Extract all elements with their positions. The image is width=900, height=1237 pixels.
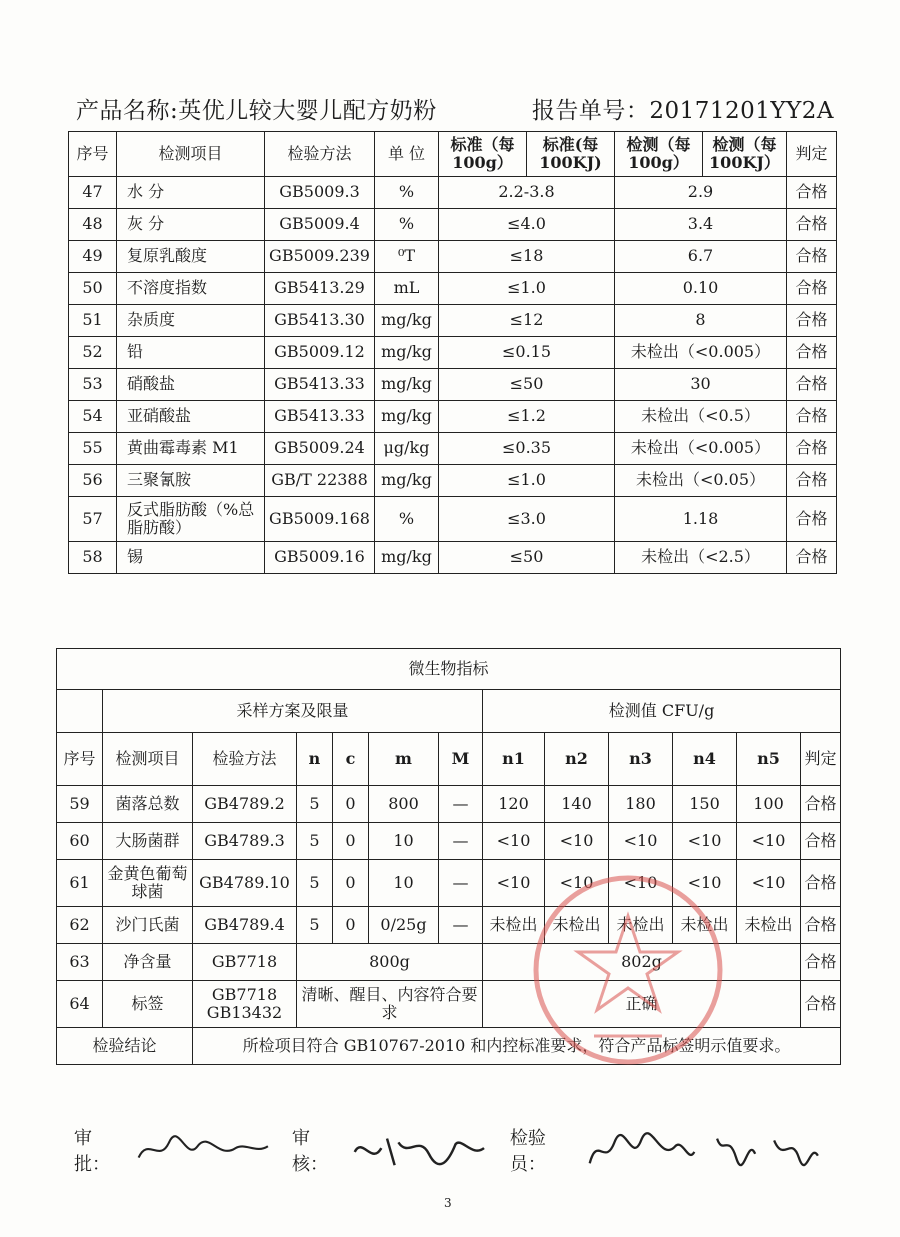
cell-unit: mg/kg xyxy=(375,369,439,401)
cell-item: 菌落总数 xyxy=(103,786,193,823)
table-row xyxy=(69,433,837,465)
micro-title: 微生物指标 xyxy=(57,649,841,690)
cell-method: GB/T 22388 xyxy=(265,465,375,497)
cell-result: 未检出（<0.005） xyxy=(615,337,787,369)
group-blank xyxy=(57,690,103,733)
table-row xyxy=(57,786,841,823)
cell-verdict: 合格 xyxy=(787,465,837,497)
cell-item: 反式脂肪酸（%总脂肪酸） xyxy=(117,497,265,542)
cell-m: 800 xyxy=(369,786,439,823)
micro-header-m: m xyxy=(369,733,439,786)
cell-n2: 140 xyxy=(545,786,609,823)
approver-signature xyxy=(131,1128,274,1172)
cell-std: 清晰、醒目、内容符合要求 xyxy=(297,981,483,1028)
cell-item: 大肠菌群 xyxy=(103,823,193,860)
cell-method: GB5009.12 xyxy=(265,337,375,369)
signature-row xyxy=(74,1124,840,1176)
cell-verdict: 合格 xyxy=(801,981,841,1028)
header-std-100kj: 标准(每100KJ) xyxy=(527,132,615,177)
conclusion-text: 所检项目符合 GB10767-2010 和内控标准要求，符合产品标签明示值要求。 xyxy=(193,1028,841,1065)
cell-n1: 120 xyxy=(483,786,545,823)
cell-std: 800g xyxy=(297,944,483,981)
cell-n4: 未检出 xyxy=(673,907,737,944)
cell-n3: 未检出 xyxy=(609,907,673,944)
cell-verdict: 合格 xyxy=(801,823,841,860)
cell-no: 52 xyxy=(69,337,117,369)
physicochemical-table xyxy=(68,131,837,574)
cell-unit: mg/kg xyxy=(375,465,439,497)
table-row xyxy=(69,273,837,305)
cell-no: 62 xyxy=(57,907,103,944)
report-number-line xyxy=(532,92,834,125)
cell-n1: <10 xyxy=(483,860,545,907)
cell-item: 净含量 xyxy=(103,944,193,981)
report-header xyxy=(76,92,834,125)
cell-result: 0.10 xyxy=(615,273,787,305)
cell-no: 63 xyxy=(57,944,103,981)
cell-no: 56 xyxy=(69,465,117,497)
table-row xyxy=(69,369,837,401)
micro-header-n5: n5 xyxy=(737,733,801,786)
cell-verdict: 合格 xyxy=(787,241,837,273)
cell-n3: 180 xyxy=(609,786,673,823)
report-label: 报告单号： xyxy=(531,98,650,124)
cell-no: 48 xyxy=(69,209,117,241)
cell-method: GB5009.24 xyxy=(265,433,375,465)
cell-method: GB5413.33 xyxy=(265,369,375,401)
detected-values-header: 检测值 CFU/g xyxy=(483,690,841,733)
micro-header-n: n xyxy=(297,733,333,786)
cell-n2: 未检出 xyxy=(545,907,609,944)
cell-no: 57 xyxy=(69,497,117,542)
cell-no: 58 xyxy=(69,542,117,574)
cell-M: — xyxy=(439,907,483,944)
cell-item: 亚硝酸盐 xyxy=(117,401,265,433)
cell-n: 5 xyxy=(297,907,333,944)
cell-verdict: 合格 xyxy=(787,542,837,574)
header-det-100kj: 检测（每100KJ） xyxy=(703,132,787,177)
cell-item: 灰 分 xyxy=(117,209,265,241)
cell-no: 53 xyxy=(69,369,117,401)
micro-header-n2: n2 xyxy=(545,733,609,786)
micro-header-M: M xyxy=(439,733,483,786)
cell-verdict: 合格 xyxy=(801,907,841,944)
cell-method: GB5009.168 xyxy=(265,497,375,542)
cell-verdict: 合格 xyxy=(801,944,841,981)
table-row xyxy=(69,542,837,574)
product-label: 产品名称: xyxy=(76,98,179,124)
cell-n3: <10 xyxy=(609,823,673,860)
cell-result: 8 xyxy=(615,305,787,337)
cell-unit: μg/kg xyxy=(375,433,439,465)
cell-no: 51 xyxy=(69,305,117,337)
cell-result: 正确 xyxy=(483,981,801,1028)
cell-n2: <10 xyxy=(545,860,609,907)
cell-result: 30 xyxy=(615,369,787,401)
cell-std: ≤4.0 xyxy=(439,209,615,241)
table-row xyxy=(69,241,837,273)
cell-unit: mg/kg xyxy=(375,337,439,369)
cell-std: 2.2-3.8 xyxy=(439,177,615,209)
cell-std: ≤50 xyxy=(439,542,615,574)
cell-n4: <10 xyxy=(673,823,737,860)
cell-m: 0/25g xyxy=(369,907,439,944)
cell-c: 0 xyxy=(333,907,369,944)
cell-item: 铅 xyxy=(117,337,265,369)
cell-std: ≤0.15 xyxy=(439,337,615,369)
cell-no: 49 xyxy=(69,241,117,273)
cell-item: 金黄色葡萄球菌 xyxy=(103,860,193,907)
cell-m: 10 xyxy=(369,823,439,860)
cell-method: GB5009.16 xyxy=(265,542,375,574)
cell-unit: mg/kg xyxy=(375,305,439,337)
header-verdict: 判定 xyxy=(787,132,837,177)
cell-n5: <10 xyxy=(737,823,801,860)
cell-c: 0 xyxy=(333,823,369,860)
table-row xyxy=(57,823,841,860)
cell-verdict: 合格 xyxy=(787,305,837,337)
cell-unit: mg/kg xyxy=(375,542,439,574)
cell-item: 沙门氏菌 xyxy=(103,907,193,944)
cell-method xyxy=(193,981,297,1028)
cell-item: 复原乳酸度 xyxy=(117,241,265,273)
cell-result: 未检出（<2.5） xyxy=(615,542,787,574)
cell-verdict: 合格 xyxy=(801,860,841,907)
cell-item: 黄曲霉毒素 M1 xyxy=(117,433,265,465)
table-row xyxy=(69,497,837,542)
cell-n5: 100 xyxy=(737,786,801,823)
cell-method: GB5009.239 xyxy=(265,241,375,273)
cell-no: 55 xyxy=(69,433,117,465)
header-unit: 单 位 xyxy=(375,132,439,177)
cell-method: GB4789.4 xyxy=(193,907,297,944)
header-std-100g: 标准（每100g） xyxy=(439,132,527,177)
cell-result: 2.9 xyxy=(615,177,787,209)
micro-header-item: 检测项目 xyxy=(103,733,193,786)
cell-m: 10 xyxy=(369,860,439,907)
cell-method: GB5413.29 xyxy=(265,273,375,305)
cell-unit: mL xyxy=(375,273,439,305)
product-name: 英优儿较大婴儿配方奶粉 xyxy=(178,98,437,124)
micro-header-c: c xyxy=(333,733,369,786)
cell-std: ≤1.2 xyxy=(439,401,615,433)
cell-verdict: 合格 xyxy=(787,369,837,401)
cell-verdict: 合格 xyxy=(801,786,841,823)
cell-verdict: 合格 xyxy=(787,497,837,542)
cell-verdict: 合格 xyxy=(787,273,837,305)
conclusion-label: 检验结论 xyxy=(57,1028,193,1065)
cell-result: 802g xyxy=(483,944,801,981)
cell-M: — xyxy=(439,860,483,907)
header-seq: 序号 xyxy=(69,132,117,177)
cell-method: GB4789.2 xyxy=(193,786,297,823)
table-row xyxy=(69,305,837,337)
cell-M: — xyxy=(439,823,483,860)
cell-std: ≤1.0 xyxy=(439,273,615,305)
cell-n: 5 xyxy=(297,823,333,860)
cell-method: GB4789.10 xyxy=(193,860,297,907)
table-row xyxy=(69,401,837,433)
cell-item: 水 分 xyxy=(117,177,265,209)
cell-no: 54 xyxy=(69,401,117,433)
cell-n5: <10 xyxy=(737,860,801,907)
cell-n3: <10 xyxy=(609,860,673,907)
cell-item: 硝酸盐 xyxy=(117,369,265,401)
cell-c: 0 xyxy=(333,786,369,823)
cell-item: 标签 xyxy=(103,981,193,1028)
micro-header-method: 检验方法 xyxy=(193,733,297,786)
cell-c: 0 xyxy=(333,860,369,907)
cell-std: ≤18 xyxy=(439,241,615,273)
cell-unit: mg/kg xyxy=(375,401,439,433)
cell-item: 杂质度 xyxy=(117,305,265,337)
cell-item: 锡 xyxy=(117,542,265,574)
cell-no: 60 xyxy=(57,823,103,860)
micro-header-n4: n4 xyxy=(673,733,737,786)
cell-n4: 150 xyxy=(673,786,737,823)
cell-verdict: 合格 xyxy=(787,401,837,433)
cell-result: 6.7 xyxy=(615,241,787,273)
cell-result: 3.4 xyxy=(615,209,787,241)
micro-header-n3: n3 xyxy=(609,733,673,786)
cell-std: ≤0.35 xyxy=(439,433,615,465)
method-line-1: GB7718 xyxy=(211,984,278,1004)
report-number: 20171201YY2A xyxy=(649,98,834,124)
cell-result: 未检出（<0.5） xyxy=(615,401,787,433)
cell-method: GB7718 xyxy=(193,944,297,981)
micro-header-n1: n1 xyxy=(483,733,545,786)
cell-no: 64 xyxy=(57,981,103,1028)
cell-n2: <10 xyxy=(545,823,609,860)
micro-header-verdict: 判定 xyxy=(801,733,841,786)
cell-verdict: 合格 xyxy=(787,337,837,369)
cell-unit: % xyxy=(375,209,439,241)
approve-label: 审批： xyxy=(74,1128,110,1175)
cell-n1: <10 xyxy=(483,823,545,860)
header-method: 检验方法 xyxy=(265,132,375,177)
table-row xyxy=(69,177,837,209)
cell-result: 未检出（<0.005） xyxy=(615,433,787,465)
cell-unit: % xyxy=(375,497,439,542)
cell-method: GB5413.30 xyxy=(265,305,375,337)
cell-item: 不溶度指数 xyxy=(117,273,265,305)
page-number: 3 xyxy=(444,1196,452,1210)
cell-verdict: 合格 xyxy=(787,177,837,209)
inspector-signatures xyxy=(584,1128,822,1172)
micro-header-seq: 序号 xyxy=(57,733,103,786)
cell-method: GB5413.33 xyxy=(265,401,375,433)
cell-n: 5 xyxy=(297,786,333,823)
cell-std: ≤1.0 xyxy=(439,465,615,497)
quality-seal-stamp xyxy=(528,870,728,1070)
cell-n1: 未检出 xyxy=(483,907,545,944)
method-line-2: GB13432 xyxy=(206,1003,283,1022)
cell-std: ≤50 xyxy=(439,369,615,401)
cell-unit: % xyxy=(375,177,439,209)
cell-n: 5 xyxy=(297,860,333,907)
cell-M: — xyxy=(439,786,483,823)
sampling-plan-header: 采样方案及限量 xyxy=(103,690,483,733)
cell-method: GB5009.3 xyxy=(265,177,375,209)
cell-no: 59 xyxy=(57,786,103,823)
cell-no: 61 xyxy=(57,860,103,907)
table-row xyxy=(69,465,837,497)
cell-no: 50 xyxy=(69,273,117,305)
table-row xyxy=(69,209,837,241)
reviewer-signature xyxy=(349,1128,492,1172)
cell-result: 1.18 xyxy=(615,497,787,542)
cell-n4: <10 xyxy=(673,860,737,907)
cell-method: GB5009.4 xyxy=(265,209,375,241)
cell-no: 47 xyxy=(69,177,117,209)
cell-std: ≤12 xyxy=(439,305,615,337)
header-item: 检测项目 xyxy=(117,132,265,177)
cell-unit: ⁰T xyxy=(375,241,439,273)
header-det-100g: 检测（每100g） xyxy=(615,132,703,177)
table-row xyxy=(69,337,837,369)
cell-n5: 未检出 xyxy=(737,907,801,944)
inspector-label: 检验员： xyxy=(509,1128,546,1175)
cell-verdict: 合格 xyxy=(787,209,837,241)
cell-method: GB4789.3 xyxy=(193,823,297,860)
review-label: 审核： xyxy=(291,1128,328,1175)
product-name-line xyxy=(76,92,437,125)
cell-result: 未检出（<0.05） xyxy=(615,465,787,497)
cell-std: ≤3.0 xyxy=(439,497,615,542)
cell-item: 三聚氰胺 xyxy=(117,465,265,497)
cell-verdict: 合格 xyxy=(787,433,837,465)
